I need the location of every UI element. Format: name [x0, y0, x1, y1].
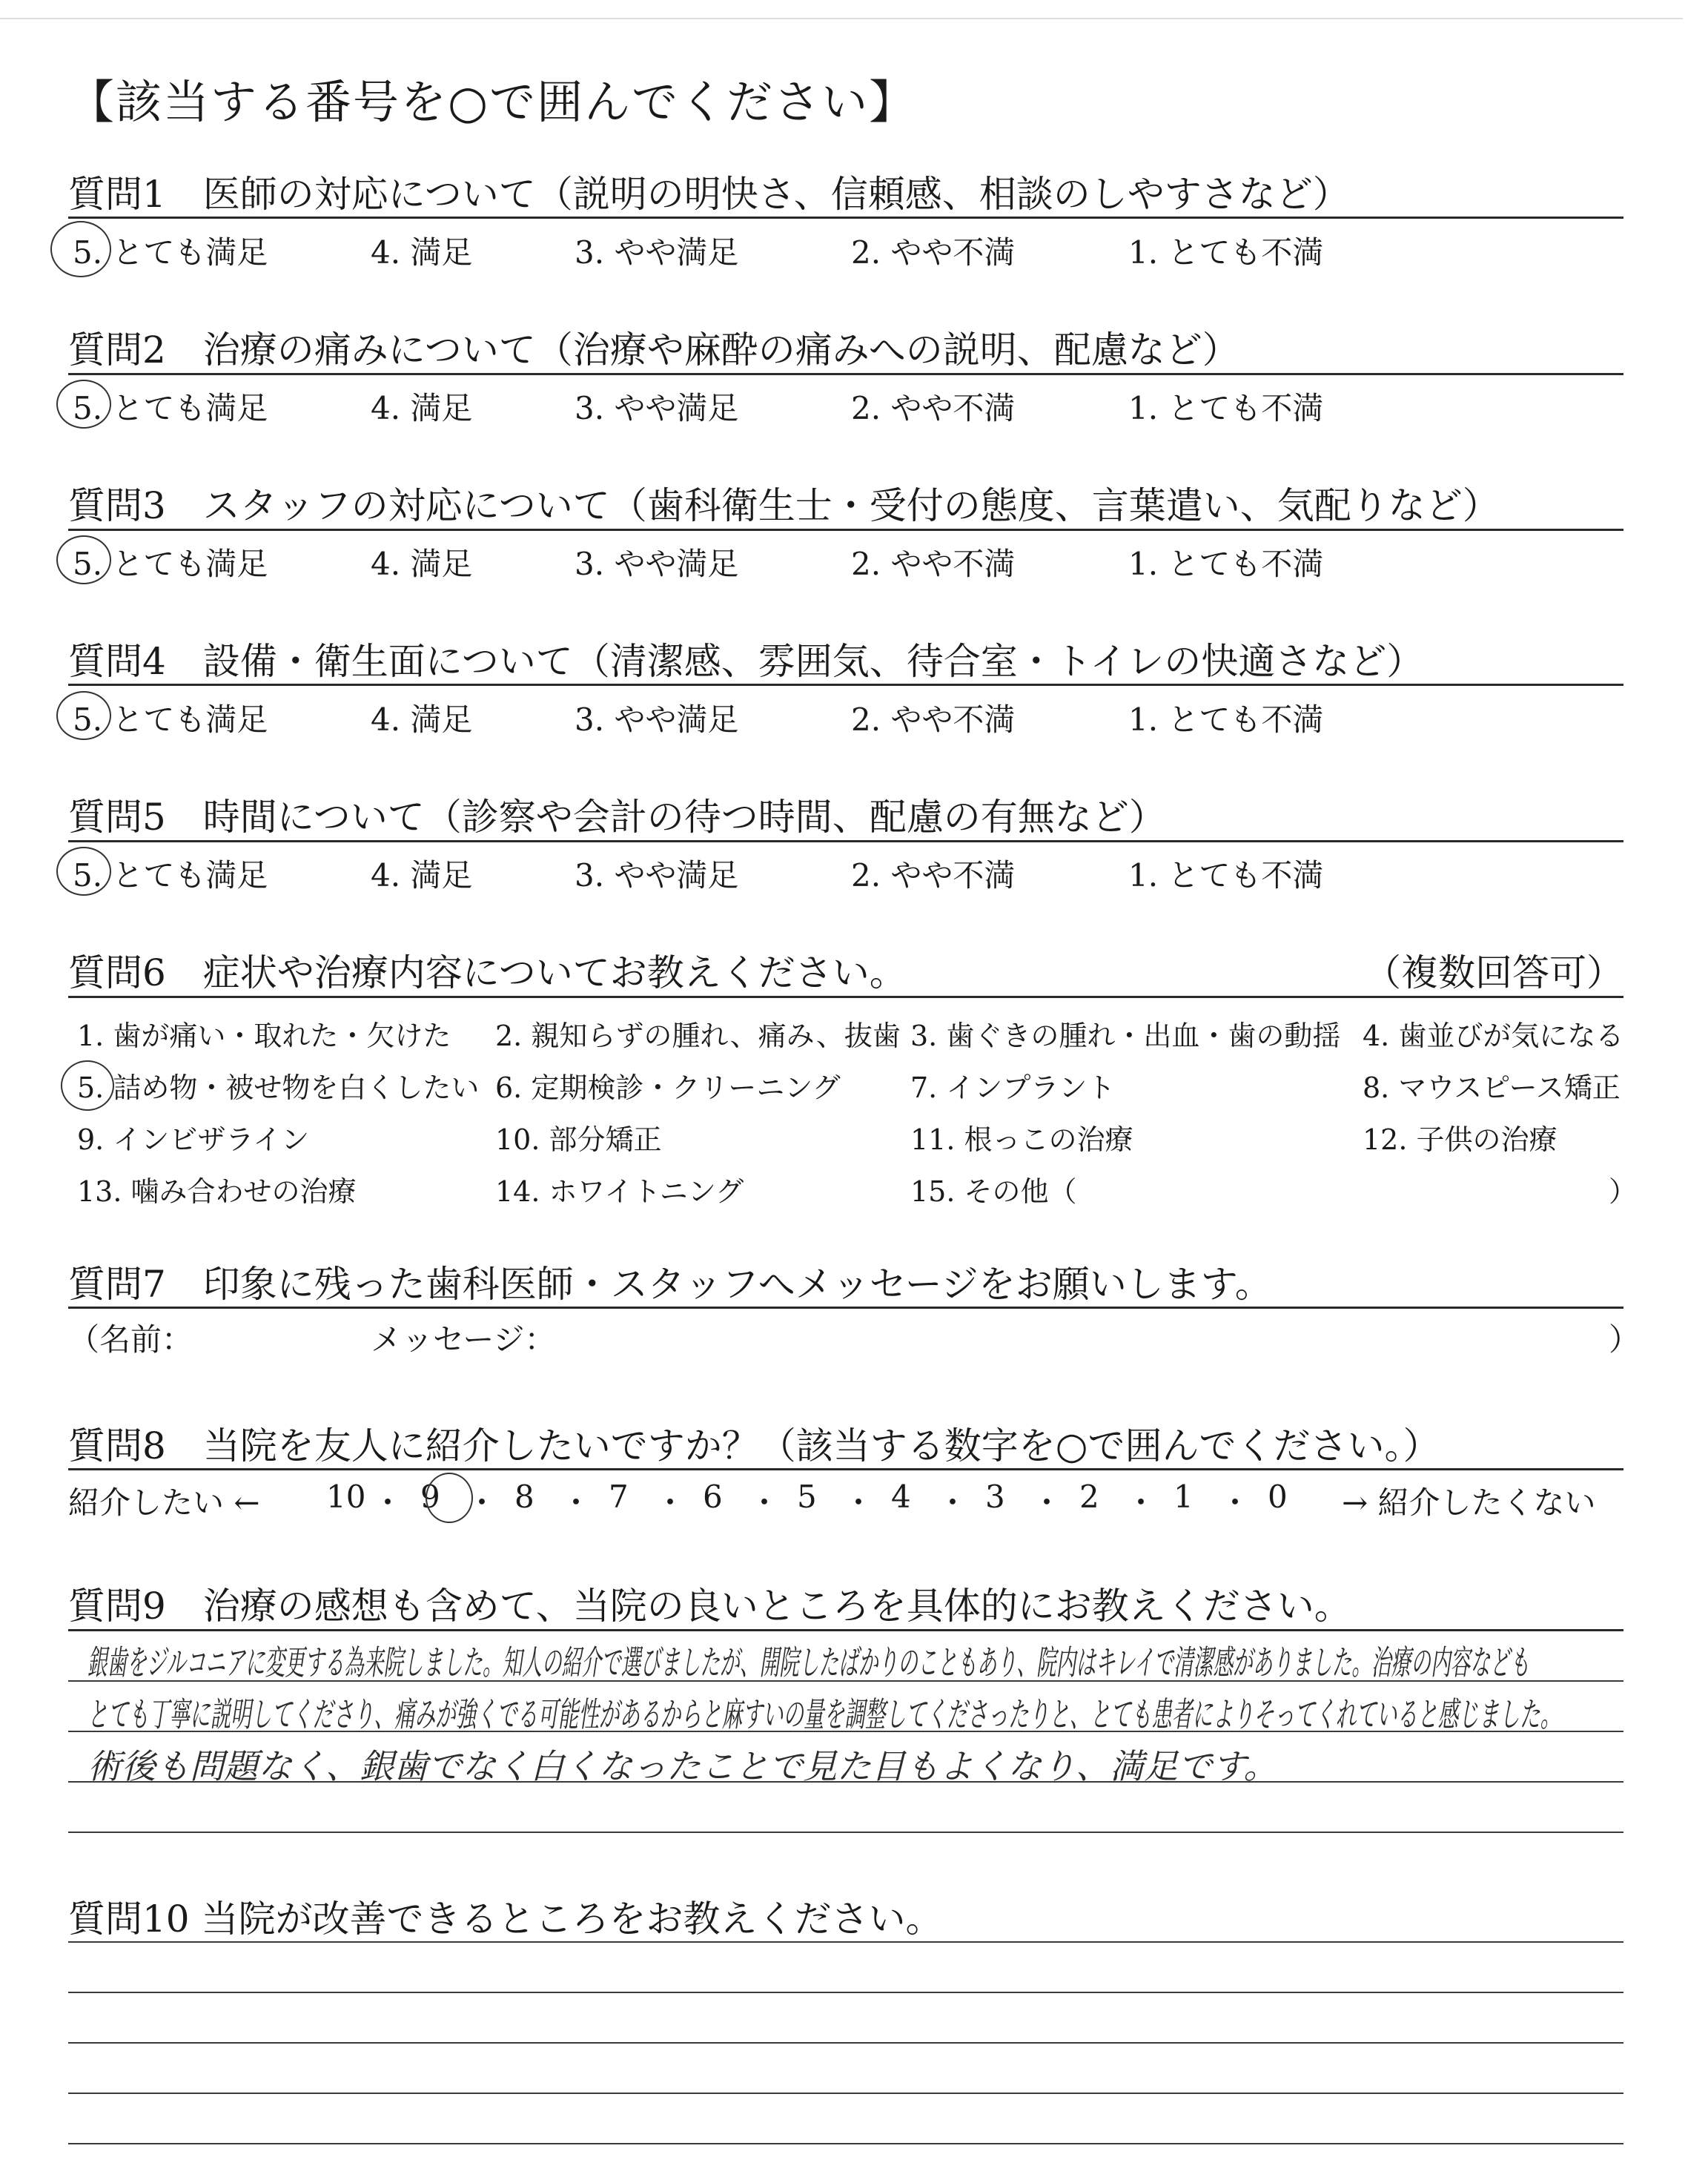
q5-option-3[interactable]: 3. やや満足 — [575, 857, 739, 894]
q1-option-2[interactable]: 2. やや不満 — [851, 234, 1016, 271]
q8-scale-separator: ・ — [655, 1484, 686, 1521]
q4-option-2[interactable]: 2. やや不満 — [851, 701, 1016, 738]
q3-option-5[interactable]: 5. とても満足 — [73, 546, 268, 582]
q5-selection-circle — [56, 847, 111, 896]
q9-handwritten-line-1: 銀歯をジルコニアに変更する為来院しました。知人の紹介で選びましたが、開院したばかりのこともあり、院内はキレイで清潔感がありました。治療の内容なども — [87, 1642, 1530, 1682]
q8-scale-10[interactable]: 10 — [326, 1479, 366, 1515]
question-1-rule — [68, 217, 1623, 219]
q10-answer-line-2 — [68, 1992, 1623, 1993]
q8-scale-separator: ・ — [466, 1484, 498, 1521]
q8-scale-separator: ・ — [372, 1484, 404, 1521]
q3-option-3[interactable]: 3. やや満足 — [575, 546, 739, 582]
q4-option-1[interactable]: 1. とても不満 — [1128, 701, 1324, 738]
q5-option-1[interactable]: 1. とても不満 — [1128, 857, 1324, 894]
q8-scale-1[interactable]: 1 — [1174, 1479, 1194, 1515]
q4-option-4[interactable]: 4. 満足 — [371, 701, 473, 738]
q8-scale-separator: ・ — [937, 1484, 969, 1521]
q6-option-12[interactable]: 12. 子供の治療 — [1363, 1123, 1558, 1156]
question-4-label: 質問4 設備・衛生面について（清潔感、雰囲気、待合室・トイレの快適さなど） — [68, 640, 1424, 683]
q8-scale-5[interactable]: 5 — [797, 1479, 817, 1515]
q6-other-close-paren: ） — [1609, 1175, 1638, 1208]
q9-handwritten-line-3: 術後も問題なく、銀歯でなく白くなったことで見た目もよくなり、満足です。 — [87, 1746, 1278, 1786]
q2-option-1[interactable]: 1. とても不満 — [1128, 390, 1324, 426]
q8-scale-3[interactable]: 3 — [985, 1479, 1005, 1515]
q5-option-4[interactable]: 4. 満足 — [371, 857, 473, 894]
question-4-rule — [68, 684, 1623, 686]
q6-option-13[interactable]: 13. 噛み合わせの治療 — [77, 1175, 357, 1208]
q6-option-8[interactable]: 8. マウスピース矯正 — [1363, 1071, 1621, 1104]
q8-scale-8[interactable]: 8 — [514, 1479, 534, 1515]
q8-scale-0[interactable]: 0 — [1268, 1479, 1288, 1515]
q4-option-5[interactable]: 5. とても満足 — [73, 701, 268, 738]
q8-scale-6[interactable]: 6 — [703, 1479, 723, 1515]
form-instruction-title: 【該当する番号を○で囲んでください】 — [68, 75, 917, 129]
q2-option-5[interactable]: 5. とても満足 — [73, 390, 268, 426]
q8-scale-4[interactable]: 4 — [891, 1479, 911, 1515]
question-10-label: 質問10 当院が改善できるところをお教えください。 — [68, 1898, 943, 1941]
q3-option-1[interactable]: 1. とても不満 — [1128, 546, 1324, 582]
q8-left-label: 紹介したい ← — [68, 1484, 260, 1521]
q1-option-5[interactable]: 5. とても満足 — [73, 234, 268, 271]
q8-scale-2[interactable]: 2 — [1079, 1479, 1099, 1515]
q8-selection-circle — [426, 1473, 473, 1523]
page-top-edge — [0, 18, 1683, 19]
q8-scale-separator: ・ — [560, 1484, 592, 1521]
q2-selection-circle — [56, 380, 111, 429]
q6-selection-circle — [61, 1060, 114, 1111]
question-8-rule — [68, 1468, 1623, 1470]
q8-scale-9[interactable]: 9 — [420, 1479, 440, 1515]
q3-option-2[interactable]: 2. やや不満 — [851, 546, 1016, 582]
q5-option-5[interactable]: 5. とても満足 — [73, 857, 268, 894]
q8-scale-separator: ・ — [843, 1484, 875, 1521]
q6-option-7[interactable]: 7. インプラント — [910, 1071, 1116, 1104]
q8-scale-separator: ・ — [1219, 1484, 1251, 1521]
q5-option-2[interactable]: 2. やや不満 — [851, 857, 1016, 894]
q8-scale-7[interactable]: 7 — [609, 1479, 629, 1515]
question-6-label: 質問6 症状や治療内容についてお教えください。 — [68, 951, 907, 994]
q6-option-10[interactable]: 10. 部分矯正 — [495, 1123, 662, 1156]
question-1-label: 質問1 医師の対応について（説明の明快さ、信頼感、相談のしやすさなど） — [68, 173, 1350, 216]
question-2-label: 質問2 治療の痛みについて（治療や麻酔の痛みへの説明、配慮など） — [68, 328, 1239, 371]
q9-answer-line-4 — [68, 1832, 1623, 1833]
question-3-label: 質問3 スタッフの対応について（歯科衛生士・受付の態度、言葉遣い、気配りなど） — [68, 484, 1500, 527]
q4-selection-circle — [56, 691, 111, 740]
q7-name-label: （名前： — [68, 1321, 193, 1358]
q1-option-1[interactable]: 1. とても不満 — [1128, 234, 1324, 271]
q6-option-1[interactable]: 1. 歯が痛い・取れた・欠けた — [77, 1020, 451, 1052]
q6-option-11[interactable]: 11. 根っこの治療 — [910, 1123, 1133, 1156]
q8-scale-separator: ・ — [1031, 1484, 1063, 1521]
question-2-rule — [68, 373, 1623, 375]
question-3-rule — [68, 529, 1623, 531]
q10-answer-line-5 — [68, 2143, 1623, 2144]
q6-option-9[interactable]: 9. インビザライン — [77, 1123, 310, 1156]
q6-option-2[interactable]: 2. 親知らずの腫れ、痛み、抜歯 — [495, 1020, 901, 1052]
q2-option-2[interactable]: 2. やや不満 — [851, 390, 1016, 426]
q8-right-label: → 紹介したくない — [1342, 1484, 1596, 1521]
q1-option-3[interactable]: 3. やや満足 — [575, 234, 739, 271]
q1-option-4[interactable]: 4. 満足 — [371, 234, 473, 271]
q7-message-label: メッセージ： — [371, 1321, 556, 1358]
q6-option-4[interactable]: 4. 歯並びが気になる — [1363, 1020, 1624, 1052]
question-7-label: 質問7 印象に残った歯科医師・スタッフへメッセージをお願いします。 — [68, 1263, 1272, 1306]
q7-close-paren: ） — [1609, 1321, 1641, 1358]
q8-scale-separator: ・ — [1125, 1484, 1157, 1521]
question-7-rule — [68, 1307, 1623, 1309]
q1-selection-circle — [50, 221, 111, 277]
q8-scale-separator: ・ — [749, 1484, 781, 1521]
q10-answer-line-1 — [68, 1941, 1623, 1943]
question-9-label: 質問9 治療の感想も含めて、当院の良いところを具体的にお教えください。 — [68, 1585, 1351, 1628]
q3-option-4[interactable]: 4. 満足 — [371, 546, 473, 582]
q10-answer-line-4 — [68, 2093, 1623, 2094]
q6-option-14[interactable]: 14. ホワイトニング — [495, 1175, 744, 1208]
question-9-rule — [68, 1629, 1623, 1631]
q2-option-3[interactable]: 3. やや満足 — [575, 390, 739, 426]
question-5-label: 質問5 時間について（診察や会計の待つ時間、配慮の有無など） — [68, 796, 1166, 839]
q6-option-3[interactable]: 3. 歯ぐきの腫れ・出血・歯の動揺 — [910, 1020, 1341, 1052]
q3-selection-circle — [56, 535, 111, 584]
q4-option-3[interactable]: 3. やや満足 — [575, 701, 739, 738]
question-6-rule — [68, 996, 1623, 998]
q6-option-6[interactable]: 6. 定期検診・クリーニング — [495, 1071, 841, 1104]
q6-option-5[interactable]: 5. 詰め物・被せ物を白くしたい — [77, 1071, 480, 1104]
question-5-rule — [68, 840, 1623, 842]
question-8-label: 質問8 当院を友人に紹介したいですか？（該当する数字を○で囲んでください。） — [68, 1424, 1440, 1467]
q2-option-4[interactable]: 4. 満足 — [371, 390, 473, 426]
question-6-note: （複数回答可） — [1364, 951, 1623, 994]
q9-handwritten-line-2: とても丁寧に説明してくださり、痛みが強くでる可能性があるからと麻すいの量を調整してくださったりと、とても患者によりそってくれていると感じました。 — [87, 1694, 1561, 1734]
q6-option-15[interactable]: 15. その他（ — [910, 1175, 1077, 1208]
q10-answer-line-3 — [68, 2042, 1623, 2044]
